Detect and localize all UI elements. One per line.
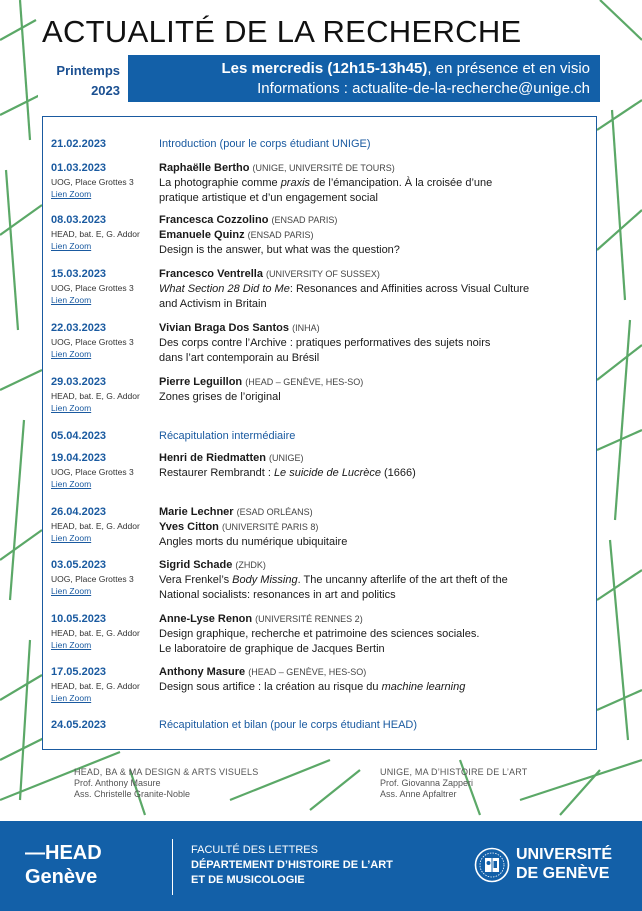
season-year: 2023 xyxy=(91,83,120,98)
speaker-name: Francesca Cozzolino xyxy=(159,214,269,226)
credits-unige xyxy=(380,767,528,800)
unige-seal-icon xyxy=(474,847,510,883)
zoom-link[interactable]: Lien Zoom xyxy=(51,533,92,543)
speaker-affiliation: (UNIGE, UNIVERSITÉ DE TOURS) xyxy=(252,163,395,173)
credits-unige-assistant: Ass. Anne Apfaltrer xyxy=(380,789,457,799)
entry-location: UOG, Place Grottes 3 xyxy=(51,574,134,584)
entry-note: Introduction (pour le corps étudiant UNIGE) xyxy=(159,138,371,150)
entry-date: 17.05.2023 xyxy=(51,666,107,678)
talk-title: Des corps contre l’Archive : pratiques performatives des sujets noirs xyxy=(159,337,491,349)
talk-title: Zones grises de l’original xyxy=(159,391,281,403)
talk-title: Restaurer Rembrandt : Le suicide de Lucrèce (1666) xyxy=(159,467,416,479)
credits-unige-professor: Prof. Giovanna Zapperi xyxy=(380,778,474,788)
entry-location: HEAD, bat. E, G. Addor xyxy=(51,229,140,239)
entry-location: HEAD, bat. E, G. Addor xyxy=(51,681,140,691)
page-title: ACTUALITÉ DE LA RECHERCHE xyxy=(42,14,602,50)
schedule-info: Les mercredis (12h15-13h45), en présence et en visio xyxy=(221,60,590,77)
zoom-link[interactable]: Lien Zoom xyxy=(51,403,92,413)
department-name: DÉPARTEMENT D’HISTOIRE DE L’ART xyxy=(191,859,393,871)
department-name-line2: ET DE MUSICOLOGIE xyxy=(191,874,305,886)
entry-date: 08.03.2023 xyxy=(51,214,107,226)
speaker-name: Anthony Masure xyxy=(159,666,246,678)
zoom-link[interactable]: Lien Zoom xyxy=(51,693,92,703)
zoom-link[interactable]: Lien Zoom xyxy=(51,640,92,650)
schedule-table xyxy=(42,116,597,750)
credits-head-assistant: Ass. Christelle Granite-Noble xyxy=(74,789,191,799)
footer-divider xyxy=(172,839,173,895)
footer-bar xyxy=(0,821,642,911)
entry-location: UOG, Place Grottes 3 xyxy=(51,177,134,187)
zoom-link[interactable]: Lien Zoom xyxy=(51,295,92,305)
talk-title: Angles morts du numérique ubiquitaire xyxy=(159,536,348,548)
talk-title-line2: and Activism in Britain xyxy=(159,298,267,310)
faculty-name: FACULTÉ DES LETTRES xyxy=(191,844,318,856)
talk-title: What Section 28 Did to Me: Resonances and Affinities across Visual Culture xyxy=(159,283,530,295)
talk-title: Vera Frenkel’s Body Missing. The uncanny afterlife of the art theft of the xyxy=(159,574,508,586)
entry-date: 05.04.2023 xyxy=(51,430,107,442)
speaker-affiliation: (INHA) xyxy=(292,323,320,333)
speaker-affiliation: (UNIGE) xyxy=(269,453,304,463)
entry-date: 26.04.2023 xyxy=(51,506,107,518)
speaker-affiliation: (HEAD – GENÈVE, HES-SO) xyxy=(245,377,364,387)
speaker-name: Yves Citton xyxy=(159,521,219,533)
speaker-affiliation: (UNIVERSITÉ RENNES 2) xyxy=(255,614,363,624)
entry-note: Récapitulation et bilan (pour le corps étudiant HEAD) xyxy=(159,719,418,731)
talk-title: Design sous artifice : la création au risque du machine learning xyxy=(159,681,466,693)
speaker-affiliation: (UNIVERSITÉ PARIS 8) xyxy=(221,522,319,532)
entry-date: 01.03.2023 xyxy=(51,162,107,174)
talk-title-line2: Le laboratoire de graphique de Jacques Bertin xyxy=(159,643,385,655)
entry-date: 19.04.2023 xyxy=(51,452,107,464)
talk-title-line2: pratique artistique et d’un engagement social xyxy=(159,192,378,204)
season-label xyxy=(38,61,120,101)
speaker-name: Francesco Ventrella xyxy=(159,268,263,280)
speaker-affiliation: (ENSAD PARIS) xyxy=(247,230,314,240)
speaker-affiliation: (UNIVERSITY OF SUSSEX) xyxy=(266,269,380,279)
speaker-affiliation: (ZHDK) xyxy=(235,560,266,570)
credits-head-professor: Prof. Anthony Masure xyxy=(74,778,161,788)
talk-title-line2: National socialists: resonances in art and politics xyxy=(159,589,396,601)
entry-date: 21.02.2023 xyxy=(51,138,107,150)
entry-location: HEAD, bat. E, G. Addor xyxy=(51,391,140,401)
entry-date: 22.03.2023 xyxy=(51,322,107,334)
entry-location: HEAD, bat. E, G. Addor xyxy=(51,521,140,531)
season-name: Printemps xyxy=(56,63,120,78)
speaker-name: Emanuele Quinz xyxy=(159,229,245,241)
credits-unige-program: UNIGE, MA D’HISTOIRE DE L’ART xyxy=(380,767,528,777)
credits-head xyxy=(74,767,258,800)
credits-head-program: HEAD, BA & MA DESIGN & ARTS VISUELS xyxy=(74,767,259,777)
speaker-name: Raphaëlle Bertho xyxy=(159,162,250,174)
entry-location: UOG, Place Grottes 3 xyxy=(51,467,134,477)
unige-wordmark: UNIVERSITÉ DE GENÈVE xyxy=(516,846,613,882)
speaker-affiliation: (ENSAD PARIS) xyxy=(271,215,338,225)
talk-title: Design graphique, recherche et patrimoine des sciences sociales. xyxy=(159,628,480,640)
speaker-name: Pierre Leguillon xyxy=(159,376,243,388)
entry-date: 03.05.2023 xyxy=(51,559,107,571)
entry-note: Récapitulation intermédiaire xyxy=(159,430,296,442)
entry-date: 15.03.2023 xyxy=(51,268,107,280)
speaker-name: Sigrid Schade xyxy=(159,559,233,571)
info-banner xyxy=(128,55,600,102)
speaker-name: Henri de Riedmatten xyxy=(159,452,266,464)
zoom-link[interactable]: Lien Zoom xyxy=(51,586,92,596)
speaker-name: Marie Lechner xyxy=(159,506,234,518)
talk-title-line2: dans l’art contemporain au Brésil xyxy=(159,352,320,364)
entry-location: UOG, Place Grottes 3 xyxy=(51,283,134,293)
speaker-name: Anne-Lyse Renon xyxy=(159,613,253,625)
speaker-affiliation: (HEAD – GENÈVE, HES-SO) xyxy=(248,667,367,677)
zoom-link[interactable]: Lien Zoom xyxy=(51,241,92,251)
speaker-affiliation: (ESAD ORLÉANS) xyxy=(236,507,313,517)
talk-title: La photographie comme praxis de l’émancipation. À la croisée d’une xyxy=(159,177,493,189)
entry-location: HEAD, bat. E, G. Addor xyxy=(51,628,140,638)
contact-info: Informations : actualite-de-la-recherche@unige.ch xyxy=(257,80,590,97)
head-geneve-logo: —HEAD Genève xyxy=(25,842,102,888)
entry-date: 10.05.2023 xyxy=(51,613,107,625)
faculty-info xyxy=(191,843,393,888)
talk-title: Design is the answer, but what was the question? xyxy=(159,244,400,256)
entry-location: UOG, Place Grottes 3 xyxy=(51,337,134,347)
speaker-name: Vivian Braga Dos Santos xyxy=(159,322,290,334)
zoom-link[interactable]: Lien Zoom xyxy=(51,479,92,489)
zoom-link[interactable]: Lien Zoom xyxy=(51,189,92,199)
zoom-link[interactable]: Lien Zoom xyxy=(51,349,92,359)
entry-date: 24.05.2023 xyxy=(51,719,107,731)
entry-date: 29.03.2023 xyxy=(51,376,107,388)
